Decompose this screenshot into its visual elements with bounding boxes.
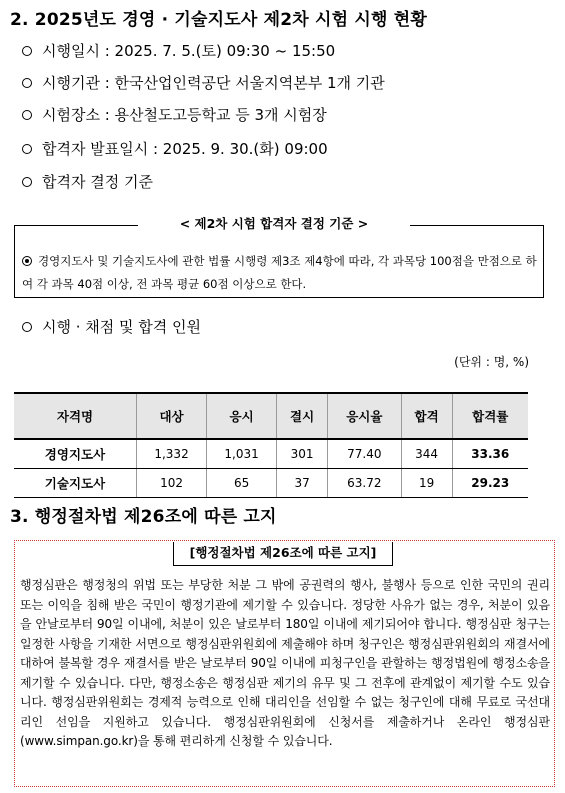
circle-bullet-icon (22, 322, 32, 332)
table-cell: 33.36 (452, 439, 528, 469)
header-cell: 대상 (137, 393, 207, 439)
table-cell: 63.72 (328, 469, 402, 498)
bullet-pass-criteria (22, 171, 153, 192)
bullet-text: 합격자 발표일시 : 2025. 9. 30.(화) 09:00 (42, 140, 328, 158)
criteria-text-block (22, 250, 542, 296)
unit-label: (단위 : 명, %) (454, 355, 529, 369)
bullet-stats (22, 316, 201, 337)
bullet-exam-venue (22, 104, 327, 125)
table-cell: 1,031 (207, 439, 277, 469)
table-header-row (14, 393, 528, 439)
section-2-title: 2. 2025년도 경영 · 기술지도사 제2차 시험 시행 현황 (10, 10, 428, 30)
section-3-title: 3. 행정절차법 제26조에 따른 고지 (10, 507, 277, 527)
bullet-exam-agency (22, 72, 385, 93)
bullet-announcement-date (22, 138, 328, 159)
table-row (14, 469, 528, 498)
table-cell: 19 (401, 469, 452, 498)
header-cell: 응시 (207, 393, 277, 439)
row-head-cell: 기술지도사 (14, 469, 137, 498)
circle-bullet-icon (22, 144, 32, 154)
bullet-exam-datetime (22, 40, 335, 61)
notice-title: [행정절차법 제26조에 따른 고지] (173, 542, 393, 566)
header-cell: 자격명 (14, 393, 137, 439)
table-cell: 29.23 (452, 469, 528, 498)
circle-bullet-icon (22, 78, 32, 88)
header-cell: 합격 (401, 393, 452, 439)
table-row (14, 439, 528, 469)
dotted-circle-icon (22, 256, 32, 266)
bullet-text: 합격자 결정 기준 (42, 173, 153, 191)
criteria-text: 경영지도사 및 기술지도사에 관한 법률 시행령 제3조 제4항에 따라, 각 과목당 100점을 만점으로 하여 각 과목 40점 이상, 전 과목 평균 60점 이상으로 한다. (22, 254, 537, 291)
circle-bullet-icon (22, 46, 32, 56)
bullet-text: 시험장소 : 용산철도고등학교 등 3개 시험장 (42, 106, 327, 124)
criteria-title: < 제2차 시험 합격자 결정 기준 > (138, 214, 410, 232)
table-cell: 301 (277, 439, 328, 469)
bullet-text: 시행기관 : 한국산업인력공단 서울지역본부 1개 기관 (42, 74, 385, 92)
table-cell: 344 (401, 439, 452, 469)
table-cell: 1,332 (137, 439, 207, 469)
table-cell: 37 (277, 469, 328, 498)
header-cell: 합격률 (452, 393, 528, 439)
stats-table (14, 392, 528, 498)
table-cell: 102 (137, 469, 207, 498)
header-cell: 응시율 (328, 393, 402, 439)
row-head-cell: 경영지도사 (14, 439, 137, 469)
header-cell: 결시 (277, 393, 328, 439)
circle-bullet-icon (22, 177, 32, 187)
notice-text: 행정심판은 행정청의 위법 또는 부당한 처분 그 밖에 공권력의 행사, 불행사 등으로 인한 국민의 권리 또는 이익을 침해 받은 국민이 행정기관에 제기할 수 있습니다. 정당한 사유가 없는 경우, 처분이 있음을 안날로부터 90일 이내에, 처분이 있은 날로부터 180일 이내에 제기되어야 합니다. 행정심판 청구는 일정한 사항을 기재한 서면으로 행정심판위원회에 제출해야 하며 청구인은 행정심판위원회의 재결서에 대하여 불복할 경우 재결서를 받은 날로부터 90일 이내에 피청구인을 관할하는 행정법원에 행정소송을 제기할 수 있습니다. 다만, 행정소송은 행정심판 제기의 유무 및 그 전후에 관계없이 제기할 수도 있습니다. 행정심판위원회는 경제적 능력으로 인해 대리인을 선임할 수 없는 청구인에 대해 무료로 국선대리인 선임을 지원하고 있습니다. 행정심판위원회에 신청서를 제출하거나 온라인 행정심판(www.simpan.go.kr)을 통해 편리하게 신청할 수 있습니다. (20, 578, 550, 748)
circle-bullet-icon (22, 110, 32, 120)
bullet-text: 시행 · 채점 및 합격 인원 (42, 318, 202, 336)
bullet-text: 시행일시 : 2025. 7. 5.(토) 09:30 ~ 15:50 (42, 42, 336, 60)
table-cell: 65 (207, 469, 277, 498)
table-cell: 77.40 (328, 439, 402, 469)
